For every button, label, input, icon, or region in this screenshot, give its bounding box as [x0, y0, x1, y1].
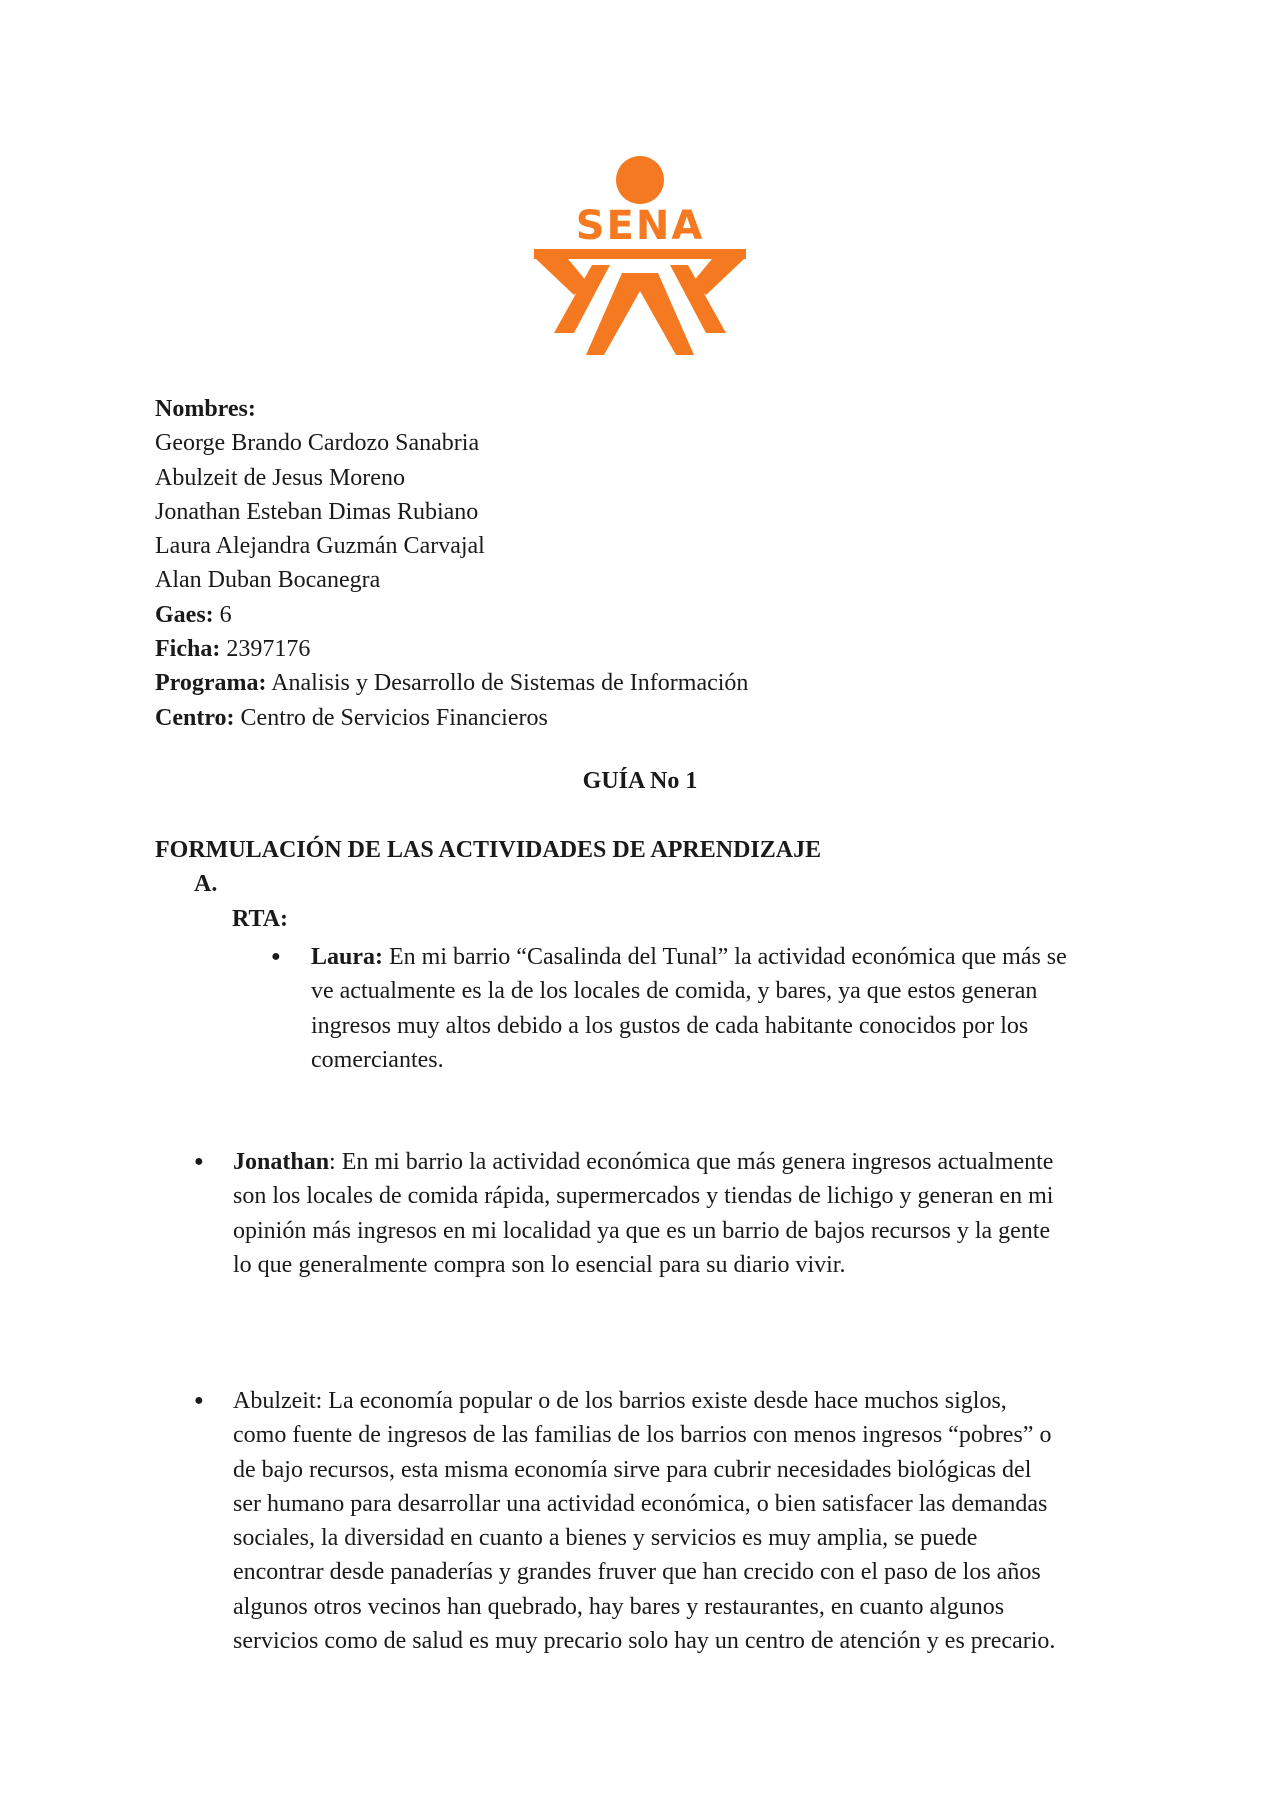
ficha-line [155, 632, 1135, 666]
guia-title: GUÍA No 1 [582, 768, 698, 794]
answer-line: comerciantes. [311, 1046, 444, 1073]
answer-line: servicios como de salud es muy precario solo hay un centro de atención y es precario. [233, 1628, 1056, 1655]
bullet-icon: ● [194, 1392, 204, 1409]
answer-text: : En mi barrio la actividad económica que más genera ingresos actualmente [329, 1149, 1054, 1175]
name-line: Abulzeit de Jesus Moreno [155, 464, 405, 491]
answer-line: Abulzeit: La economía popular o de los barrios existe desde hace muchos siglos, [233, 1388, 1007, 1414]
name-line: Laura Alejandra Guzmán Carvajal [155, 533, 485, 560]
rta-label: RTA: [232, 906, 289, 932]
bullet-icon: ● [271, 948, 281, 965]
name-line: Alan Duban Bocanegra [155, 567, 381, 594]
answer-line [311, 940, 1141, 974]
logo-text: SENA [575, 203, 705, 249]
ficha-value: 2397176 [220, 636, 311, 663]
logo-inner-chevron [586, 273, 694, 355]
formulacion-title: FORMULACIÓN DE LAS ACTIVIDADES DE APRENDIZAJE [155, 837, 822, 863]
answer-line: son los locales de comida rápida, supermercados y tiendas de lichigo y generan en mi [233, 1183, 1054, 1210]
answer-line: sociales, la diversidad en cuanto a bienes y servicios es muy amplia, se puede [233, 1525, 978, 1552]
logo-head-circle [616, 156, 664, 204]
programa-line [155, 666, 1135, 700]
gaes-value: 6 [213, 601, 232, 628]
answer-line: como fuente de ingresos de las familias de los barrios con menos ingresos “pobres” o [233, 1422, 1052, 1449]
programa-value: Analisis y Desarrollo de Sistemas de Información [266, 670, 749, 697]
answer-line: opinión más ingresos en mi localidad ya que es un barrio de bajos recursos y la gente [233, 1217, 1051, 1244]
bullet-icon: ● [194, 1153, 204, 1170]
answer-line: ser humano para desarrollar una actividad económica, o bien satisfacer las demandas [233, 1490, 1048, 1517]
answer-jonathan [233, 1145, 1138, 1282]
answer-line [233, 1145, 1138, 1179]
answer-line: ingresos muy altos debido a los gustos de cada habitante conocidos por los [311, 1012, 1029, 1039]
answer-text: En mi barrio “Casalinda del Tunal” la actividad económica que más se [383, 944, 1067, 970]
gaes-line [155, 598, 1135, 632]
answer-line: algunos otros vecinos han quebrado, hay bares y restaurantes, en cuanto algunos [233, 1593, 1005, 1620]
header-info [155, 392, 1135, 735]
ficha-label: Ficha: [155, 636, 221, 663]
answer-name: Laura: [311, 944, 383, 970]
answer-line: encontrar desde panaderías y grandes fruver que han crecido con el paso de los años [233, 1559, 1041, 1586]
name-line: George Brando Cardozo Sanabria [155, 430, 480, 457]
answer-line: de bajo recursos, esta misma economía sirve para cubrir necesidades biológicas del [233, 1456, 1032, 1483]
gaes-label: Gaes: [155, 601, 214, 628]
name-line: Jonathan Esteban Dimas Rubiano [155, 498, 479, 525]
centro-value: Centro de Servicios Financieros [234, 704, 548, 731]
nombres-heading: Nombres: [155, 396, 256, 422]
answer-line: ve actualmente es la de los locales de comida, y bares, ya que estos generan [311, 978, 1038, 1005]
centro-line [155, 701, 1135, 735]
answer-laura [311, 940, 1141, 1077]
sena-logo [534, 155, 746, 357]
centro-label: Centro: [155, 704, 235, 731]
answer-line: lo que generalmente compra son lo esencial para su diario vivir. [233, 1251, 846, 1278]
logo-bar [534, 249, 746, 259]
answer-abulzeit [233, 1384, 1138, 1658]
section-letter: A. [194, 871, 218, 897]
programa-label: Programa: [155, 670, 267, 697]
answer-name: Jonathan [233, 1149, 330, 1175]
